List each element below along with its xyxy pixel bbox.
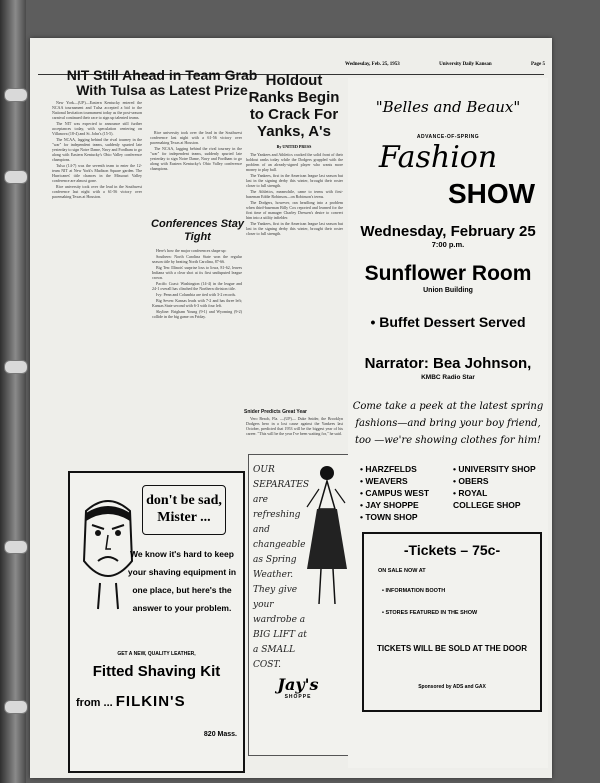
fashion-figure-illustration xyxy=(303,459,347,609)
story-paragraph: Tulsa (14-7) was the seventh team to enter the 12-team NIT at New York's Madison Square garden. The Hurricanes' title chances in the Missouri Valley conference are almost gone. xyxy=(52,163,142,183)
conferences-story xyxy=(152,248,242,468)
from-label: from xyxy=(76,697,101,709)
nit-story-col2 xyxy=(150,130,242,214)
tickets-box xyxy=(362,532,542,712)
sponsor-line: Sponsored by ADS and GAX xyxy=(418,684,486,690)
show-time: 7:00 p.m. xyxy=(431,240,465,249)
binder-spine xyxy=(0,0,26,783)
store-item: • WEAVERS xyxy=(360,476,408,486)
show-building: Union Building xyxy=(423,287,473,294)
binder-ring xyxy=(4,170,28,184)
snider-headline: Snider Predicts Great Year xyxy=(244,409,307,415)
store-item: • ROYAL xyxy=(453,488,488,498)
filkins-product: Fitted Shaving Kit xyxy=(92,663,221,680)
store-item: • HARZFELDS xyxy=(360,464,417,474)
location-info-booth: • INFORMATION BOOTH xyxy=(382,588,446,594)
binder-ring xyxy=(4,360,28,374)
story-paragraph: Skyline: Brigham Young (9-1) and Wyoming (9-2) collide in the big game on Friday. xyxy=(152,309,242,319)
story-paragraph: Rice university took over the lead in the Southwest conference last night with a 61-56 victory over pacemaking Texas at Houston. xyxy=(150,130,242,145)
filkins-body-text: We know it's hard to keep your shaving equipment in one place, but here's the answer to your problem. xyxy=(127,549,237,613)
invitation-text: Come take a peek at the latest spring fashions—and bring your boy friend, too —we're showing clothes for him! xyxy=(352,401,544,446)
nit-headline: NIT Still Ahead in Team Grab With Tulsa as Latest Prize xyxy=(66,67,258,98)
binder-ring xyxy=(4,700,28,714)
story-paragraph: New York—(UP)—Eastern Kentucky entered the NCAA tournament and Tulsa accepted a bid to the National Invitation tournament today as the post-season carnival continued their race to sign up talented teams. xyxy=(52,100,142,120)
filkins-store-name: FILKIN'S xyxy=(115,693,186,710)
story-paragraph: The NCAA, lagging behind the rival tourney in the "war" for independent teams, suddenly spurted late yesterday to sign Notre Dame, Navy and Fordham to go along with Eastern Kentucky's Ohio Valley conference champions. xyxy=(150,146,242,171)
header-page: Page 5 xyxy=(530,62,545,67)
store-item: • UNIVERSITY SHOP xyxy=(453,464,536,474)
holdout-story xyxy=(246,152,343,404)
store-item: • CAMPUS WEST xyxy=(360,488,430,498)
store-item: • TOWN SHOP xyxy=(360,512,418,522)
filkins-offer: GET A NEW, QUALITY LEATHER, xyxy=(117,651,196,657)
story-paragraph: Here's how the major conferences shape up: xyxy=(156,248,227,253)
holdout-headline: Holdout Ranks Begin to Crack For Yanks, A's xyxy=(248,72,340,140)
show-title: SHOW xyxy=(448,178,536,209)
story-paragraph: Big Seven: Kansas leads with 7-2 and has three left; Kansas State second with 6-3 with four left. xyxy=(152,298,242,308)
narrator: Narrator: Bea Johnson, xyxy=(364,355,532,372)
store-list xyxy=(360,463,546,523)
story-paragraph: Ivy: Penn and Columbia are tied with 3-2 records. xyxy=(156,292,237,297)
filkins-from: from ... FILKIN'S xyxy=(76,693,186,710)
door-sales-note: TICKETS WILL BE SOLD AT THE DOOR xyxy=(376,644,528,653)
story-paragraph: Southern: North Carolina State won the regular season title by beating North Carolina, 87-66. xyxy=(152,254,242,264)
fashion-show-ad xyxy=(348,78,548,768)
binder-ring xyxy=(4,88,28,102)
story-paragraph: The Yankees, first in the American league last season but last in the signing derby this winter, brought their roster closer to full strength. xyxy=(246,221,343,236)
show-date: Wednesday, February 25 xyxy=(360,223,536,240)
ticket-price: -Tickets – 75c- xyxy=(403,542,501,558)
belles-beaux-title: "Belles and Beaux" xyxy=(375,98,521,116)
jays-logo-sub: SHOPPE xyxy=(284,694,312,700)
speech-bubble: don't be sad, Mister ... xyxy=(142,485,226,535)
filkins-ad xyxy=(68,471,245,773)
binder-ring xyxy=(4,540,28,554)
story-paragraph: The Yankees and Athletics cracked the solid front of their holdout ranks today while the Dodgers grappled with the problem of an already-signed player who wants more money to play ball. xyxy=(246,152,343,172)
fashion-script: Fashion xyxy=(378,140,498,175)
store-item: • OBERS xyxy=(453,476,489,486)
story-paragraph: Pacific Coast: Washington (14-4) in the league and 24-1 overall has clinched the Northern division title. xyxy=(152,281,242,291)
story-paragraph: The Athletics, meanwhile, came to terms with first-baseman Eddie Robinson—on Robinson's terms. xyxy=(246,189,343,199)
story-paragraph: Vero Beach, Fla. —(UP)— Duke Snider, the Brooklyn Dodgers hero in a lost cause against the Yankees last October, predicted that 1953 will be the biggest year of his career. "This will be the year I've been waiting for," he said. xyxy=(246,416,343,436)
header-paper: University Daily Kansan xyxy=(439,62,492,67)
location-stores: • STORES FEATURED IN THE SHOW xyxy=(382,610,478,616)
story-paragraph: The Yankees, first in the American league last season but last in the signing derby this winter, brought their roster closer to full strength. xyxy=(246,173,343,188)
show-room: Sunflower Room xyxy=(364,262,532,285)
story-paragraph: Big Ten: Illinois' surprise loss to Iowa, 81-62, leaves Indiana with a clear shot at its first undisputed league crown. xyxy=(152,265,242,280)
conferences-headline: Conferences Stay Tight xyxy=(151,218,244,243)
on-sale-label: ON SALE NOW AT xyxy=(378,568,426,574)
narrator-sub: KMBC Radio Star xyxy=(421,374,475,381)
story-paragraph: Rice university took over the lead in the Southwest conference last night with a 61-56 victory over pacemaking Texas at Houston. xyxy=(52,184,142,199)
newspaper-page xyxy=(30,38,552,778)
jays-logo xyxy=(275,675,321,721)
filkins-address: 820 Mass. xyxy=(203,731,237,738)
holdout-byline: By UNITED PRESS xyxy=(276,144,312,149)
story-paragraph: The NCAA, lagging behind the rival tourney in the "war" for independent teams, suddenly spurted late yesterday to sign Notre Dame, Navy and Fordham to go along with Eastern Kentucky's Ohio Valley conference champions. xyxy=(52,137,142,162)
jays-ad xyxy=(248,454,350,756)
store-item: • JAY SHOPPE xyxy=(360,500,419,510)
jays-copy: OUR SEPARATES are refreshing and changeable as Spring Weather. They give your wardrobe a BIG LIFT at a SMALL COST. xyxy=(253,465,309,670)
header-date: Wednesday, Feb. 25, 1953 xyxy=(345,62,400,67)
nit-story-col1 xyxy=(52,100,142,468)
page-header xyxy=(345,62,545,72)
snider-story xyxy=(246,416,343,450)
story-paragraph: The NIT was expected to announce still further acceptances today, with speculation centering on Villanova (18-4) and St. John's (15-5). xyxy=(52,121,142,136)
jays-logo-text: Jay's xyxy=(277,675,319,694)
story-paragraph: The Dodgers, however, ran headlong into a problem when third-baseman Billy Cox reported and learned for the first time of manager Charley Dressen's desire to convert him into a utility infielder. xyxy=(246,200,343,220)
buffet-note: • Buffet Dessert Served xyxy=(370,314,526,330)
store-item: COLLEGE SHOP xyxy=(453,500,521,510)
advance-of-spring: ADVANCE-OF-SPRING xyxy=(416,134,480,140)
